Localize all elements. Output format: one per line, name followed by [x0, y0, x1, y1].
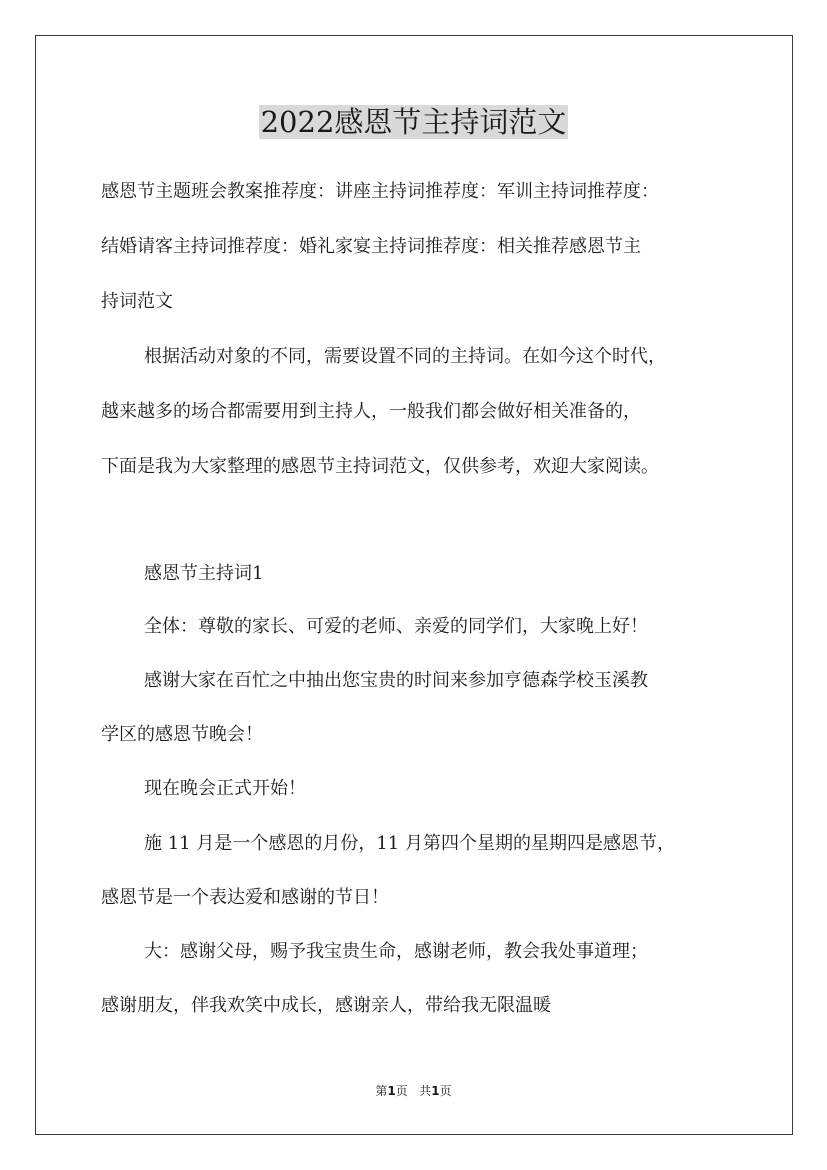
body-line-4: 现在晚会正式开始！: [144, 778, 306, 799]
para1-line-1: 根据活动对象的不同，需要设置不同的主持词。在如今这个时代，: [144, 346, 666, 367]
intro-line-1: 感恩节主题班会教案推荐度：讲座主持词推荐度：军训主持词推荐度：: [101, 181, 659, 202]
page-suffix: 页: [395, 1084, 408, 1098]
page-number: 1: [387, 1084, 396, 1098]
body-line-1: 全体：尊敬的家长、可爱的老师、亲爱的同学们，大家晚上好！: [144, 616, 648, 637]
para1-line-2: 越来越多的场合都需要用到主持人，一般我们都会做好相关准备的，: [101, 401, 641, 422]
total-pages: 1: [431, 1084, 440, 1098]
total-suffix: 页: [439, 1084, 452, 1098]
page-footer: [0, 1082, 827, 1100]
page-prefix: 第: [375, 1084, 388, 1098]
total-prefix: 共: [419, 1084, 432, 1098]
body-line-2: 感谢大家在百忙之中抽出您宝贵的时间来参加亨德森学校玉溪教: [144, 670, 648, 691]
body-line-6: 感恩节是一个表达爱和感谢的节日！: [101, 887, 389, 908]
document-title: [0, 100, 827, 144]
intro-line-3: 持词范文: [101, 291, 173, 312]
para1-line-3: 下面是我为大家整理的感恩节主持词范文，仅供参考，欢迎大家阅读。: [101, 456, 659, 477]
body-line-7: 大：感谢父母，赐予我宝贵生命，感谢老师，教会我处事道理；: [144, 941, 648, 962]
body-line-8: 感谢朋友，伴我欢笑中成长，感谢亲人，带给我无限温暖: [101, 995, 551, 1016]
body-line-3: 学区的感恩节晚会！: [101, 724, 263, 745]
document-title-text: 2022感恩节主持词范文: [260, 105, 567, 139]
body-line-5: 施 11 月是一个感恩的月份，11 月第四个星期的星期四是感恩节，: [144, 833, 675, 854]
section-heading: 感恩节主持词1: [144, 563, 264, 584]
intro-line-2: 结婚请客主持词推荐度：婚礼家宴主持词推荐度：相关推荐感恩节主: [101, 236, 641, 257]
